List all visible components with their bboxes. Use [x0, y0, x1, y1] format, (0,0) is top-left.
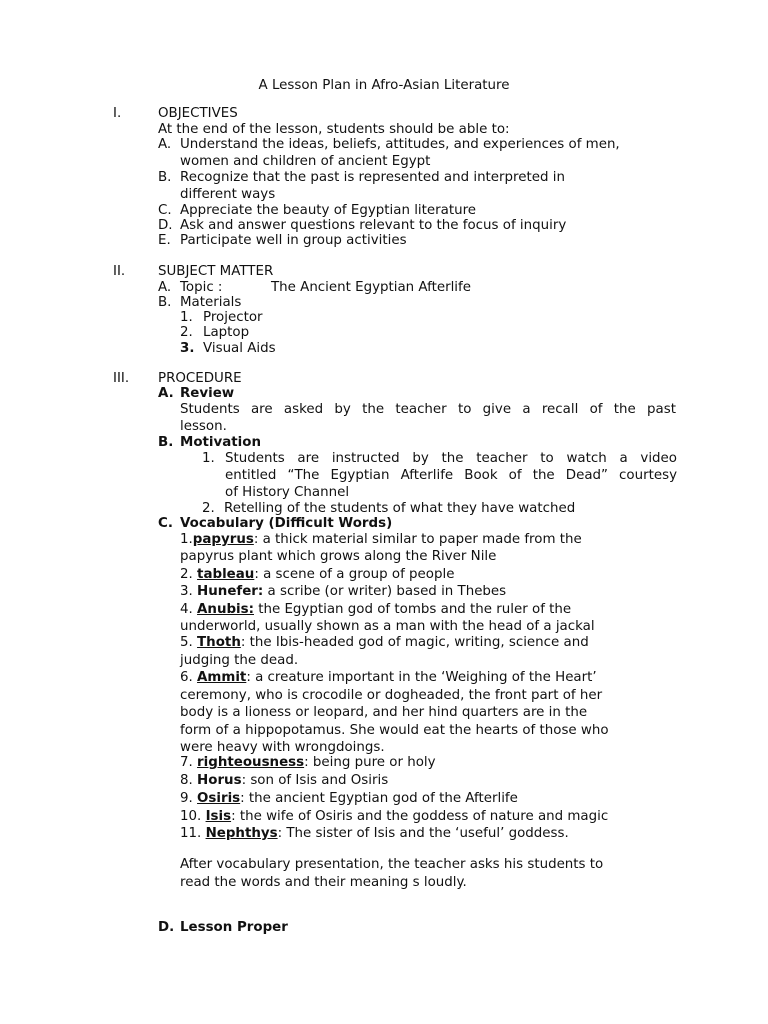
- subject-materials: B. Materials: [158, 295, 242, 310]
- objective-item-a: A. Understand the ideas, beliefs, attitudes, and experiences of men,: [158, 137, 620, 152]
- objective-item-b-cont: different ways: [180, 187, 276, 202]
- section-number-procedure: III.: [113, 371, 130, 386]
- vocab-item-thoth-cont: judging the dead.: [180, 653, 299, 668]
- vocab-item-tableau: 2. tableau: a scene of a group of people: [180, 567, 455, 582]
- vocab-item-ammit: 6. Ammit: a creature important in the ‘Weighing of the Heart’: [180, 670, 597, 685]
- vocab-item-papyrus-cont: papyrus plant which grows along the River Nile: [180, 549, 497, 564]
- vocab-item-righteousness: 7. righteousness: being pure or holy: [180, 755, 436, 770]
- objective-item-e: E. Participate well in group activities: [158, 233, 407, 248]
- subject-topic-value: The Ancient Egyptian Afterlife: [271, 280, 471, 295]
- vocab-item-hunefer: 3. Hunefer: a scribe (or writer) based in Thebes: [180, 584, 507, 599]
- section-number-subject: II.: [113, 264, 126, 279]
- motivation-item-1-cont2: of History Channel: [225, 485, 350, 500]
- procedure-review-text: Students are asked by the teacher to give a recall of the past: [180, 402, 676, 417]
- vocab-item-anubis: 4. Anubis: the Egyptian god of tombs and the ruler of the: [180, 602, 572, 617]
- objective-item-a-cont: women and children of ancient Egypt: [180, 154, 431, 169]
- material-item: 3. Visual Aids: [180, 341, 276, 356]
- vocab-item-isis: 10. Isis: the wife of Osiris and the goddess of nature and magic: [180, 809, 609, 824]
- material-item: 1. Projector: [180, 310, 263, 325]
- vocab-item-ammit-cont: were heavy with wrongdoings.: [180, 740, 385, 755]
- vocab-item-anubis-cont: underworld, usually shown as a man with the head of a jackal: [180, 619, 595, 634]
- procedure-lesson-proper-heading: D. Lesson Proper: [158, 920, 288, 935]
- vocab-item-nephthys: 11. Nephthys: The sister of Isis and the ‘useful’ goddess.: [180, 826, 569, 841]
- procedure-review-heading: A. Review: [158, 386, 235, 401]
- procedure-vocabulary-heading: C. Vocabulary (Difficult Words): [158, 516, 393, 531]
- motivation-item-1: Students are instructed by the teacher to watch a video: [225, 451, 677, 466]
- section-heading-subject: SUBJECT MATTER: [158, 264, 274, 279]
- objective-item-c: C. Appreciate the beauty of Egyptian literature: [158, 203, 477, 218]
- motivation-item-2: 2. Retelling of the students of what they have watched: [202, 501, 576, 516]
- vocab-item-horus: 8. Horus: son of Isis and Osiris: [180, 773, 389, 788]
- procedure-review-text-cont: lesson.: [180, 419, 227, 434]
- material-item: 2. Laptop: [180, 325, 250, 340]
- vocabulary-after-text-cont: read the words and their meaning s loudly.: [180, 875, 467, 890]
- procedure-motivation-heading: B. Motivation: [158, 435, 262, 450]
- vocab-item-ammit-cont: ceremony, who is crocodile or dogheaded, the front part of her: [180, 688, 603, 703]
- vocab-item-ammit-cont: form of a hippopotamus. She would eat the hearts of those who: [180, 723, 609, 738]
- section-heading-objectives: OBJECTIVES: [158, 106, 238, 121]
- subject-topic: A. Topic :: [158, 280, 223, 295]
- vocab-item-osiris: 9. Osiris: the ancient Egyptian god of the Afterlife: [180, 791, 518, 806]
- section-heading-procedure: PROCEDURE: [158, 371, 242, 386]
- document-title: A Lesson Plan in Afro-Asian Literature: [258, 78, 510, 93]
- objective-item-d: D. Ask and answer questions relevant to the focus of inquiry: [158, 218, 567, 233]
- vocab-item-ammit-cont: body is a lioness or leopard, and her hind quarters are in the: [180, 705, 588, 720]
- vocabulary-after-text: After vocabulary presentation, the teacher asks his students to: [180, 857, 604, 872]
- motivation-item-1-label: 1.: [202, 451, 215, 466]
- vocab-item-papyrus: 1.papyrus: a thick material similar to paper made from the: [180, 532, 582, 547]
- section-number-objectives: I.: [113, 106, 122, 121]
- motivation-item-1-cont: entitled “The Egyptian Afterlife Book of the Dead” courtesy: [225, 468, 677, 483]
- vocab-item-thoth: 5. Thoth: the Ibis-headed god of magic, writing, science and: [180, 635, 589, 650]
- objective-item-b: B. Recognize that the past is represented and interpreted in: [158, 170, 565, 185]
- objectives-intro: At the end of the lesson, students should be able to:: [158, 122, 510, 137]
